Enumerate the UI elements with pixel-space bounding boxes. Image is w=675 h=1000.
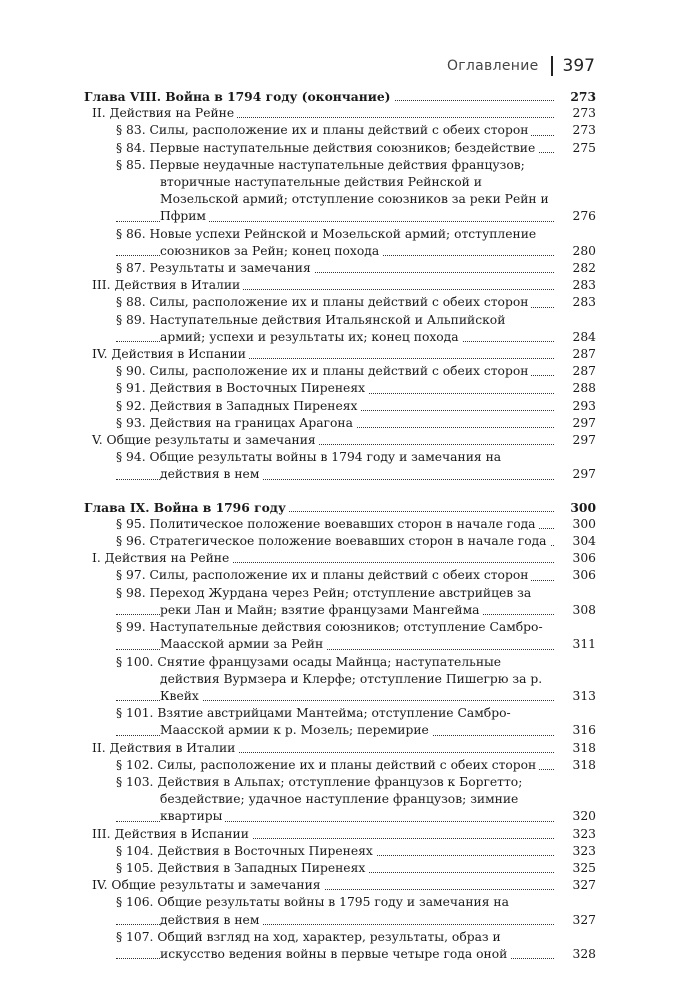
toc-entry: § 85. Первые неудачные наступательные действия французов; вторичные наступательные действия Рейнской и Мозельской армий; отступление союзников за реки Рейн и Пфрим 276: [116, 157, 554, 226]
toc-entry: § 89. Наступательные действия Итальянской и Альпийской армий; успехи и результаты их; конец похода 284: [116, 312, 554, 346]
toc-entry: § 92. Действия в Западных Пиренеях 293: [116, 398, 554, 415]
toc-entry: III. Действия в Испании 323: [92, 826, 554, 843]
chapter-ix: [84, 499, 596, 963]
toc-entry: § 95. Политическое положение воевавших сторон в начале года 300: [116, 516, 554, 533]
toc-entry: § 87. Результаты и замечания 282: [116, 260, 554, 277]
toc-entry: § 84. Первые наступательные действия союзников; бездействие 275: [116, 140, 554, 157]
table-of-contents: [84, 88, 596, 963]
toc-entry: § 88. Силы, расположение их и планы действий с обеих сторон 283: [116, 294, 554, 311]
toc-entry: IV. Общие результаты и замечания 327: [92, 877, 554, 894]
toc-entry: § 105. Действия в Западных Пиренеях 325: [116, 860, 554, 877]
toc-entry: II. Действия в Италии 318: [92, 740, 554, 757]
toc-entry: § 98. Переход Журдана через Рейн; отступление австрийцев за реки Лан и Майн; взятие французами Мангейма 308: [116, 585, 554, 619]
running-header-title: Оглавление: [446, 58, 539, 74]
toc-entry: Глава VIII. Война в 1794 году (окончание) 273: [84, 89, 596, 104]
page-number: 397: [562, 56, 595, 76]
toc-entry: III. Действия в Италии 283: [92, 277, 554, 294]
toc-entry: § 94. Общие результаты войны в 1794 году и замечания на действия в нем 297: [116, 449, 554, 483]
toc-entry: Глава IX. Война в 1796 году 300: [84, 499, 596, 515]
toc-entry: § 90. Силы, расположение их и планы действий с обеих сторон 287: [116, 363, 554, 380]
toc-entry: V. Общие результаты и замечания 297: [92, 432, 554, 449]
toc-entry: § 106. Общие результаты войны в 1795 году и замечания на действия в нем 327: [116, 894, 554, 928]
toc-entry: § 91. Действия в Восточных Пиренеях 288: [116, 380, 554, 397]
toc-entry: § 86. Новые успехи Рейнской и Мозельской армий; отступление союзников за Рейн; конец похода 280: [116, 226, 554, 260]
toc-entry: § 107. Общий взгляд на ход, характер, результаты, образ и искусство ведения войны в первые четыре года оной 328: [116, 929, 554, 963]
toc-entry: § 100. Снятие французами осады Майнца; наступательные действия Вурмзера и Клерфе; отступление Пишегрю за р. Квейх 313: [116, 654, 554, 706]
toc-entry: II. Действия на Рейне 273: [92, 105, 554, 122]
toc-entry: § 103. Действия в Альпах; отступление французов к Боргетто; бездействие; удачное наступление французов; зимние квартиры 320: [116, 774, 554, 826]
toc-entry: § 93. Действия на границах Арагона 297: [116, 415, 554, 432]
toc-entry: § 96. Стратегическое положение воевавших сторон в начале года 304: [116, 533, 554, 550]
toc-entry: § 83. Силы, расположение их и планы действий с обеих сторон 273: [116, 122, 554, 139]
toc-entry: § 97. Силы, расположение их и планы действий с обеих сторон 306: [116, 567, 554, 584]
toc-entry: § 101. Взятие австрийцами Мантейма; отступление Самбро-Маасской армии к р. Мозель; перемирие 316: [116, 705, 554, 739]
chapter-viii: [84, 88, 596, 484]
toc-entry: § 102. Силы, расположение их и планы действий с обеих сторон 318: [116, 757, 554, 774]
toc-entry: I. Действия на Рейне 306: [92, 550, 554, 567]
running-header: [447, 56, 595, 76]
toc-entry: § 99. Наступательные действия союзников; отступление Самбро-Маасской армии за Рейн 311: [116, 619, 554, 653]
header-divider: [551, 56, 553, 76]
toc-entry: § 104. Действия в Восточных Пиренеях 323: [116, 843, 554, 860]
toc-entry: IV. Действия в Испании 287: [92, 346, 554, 363]
